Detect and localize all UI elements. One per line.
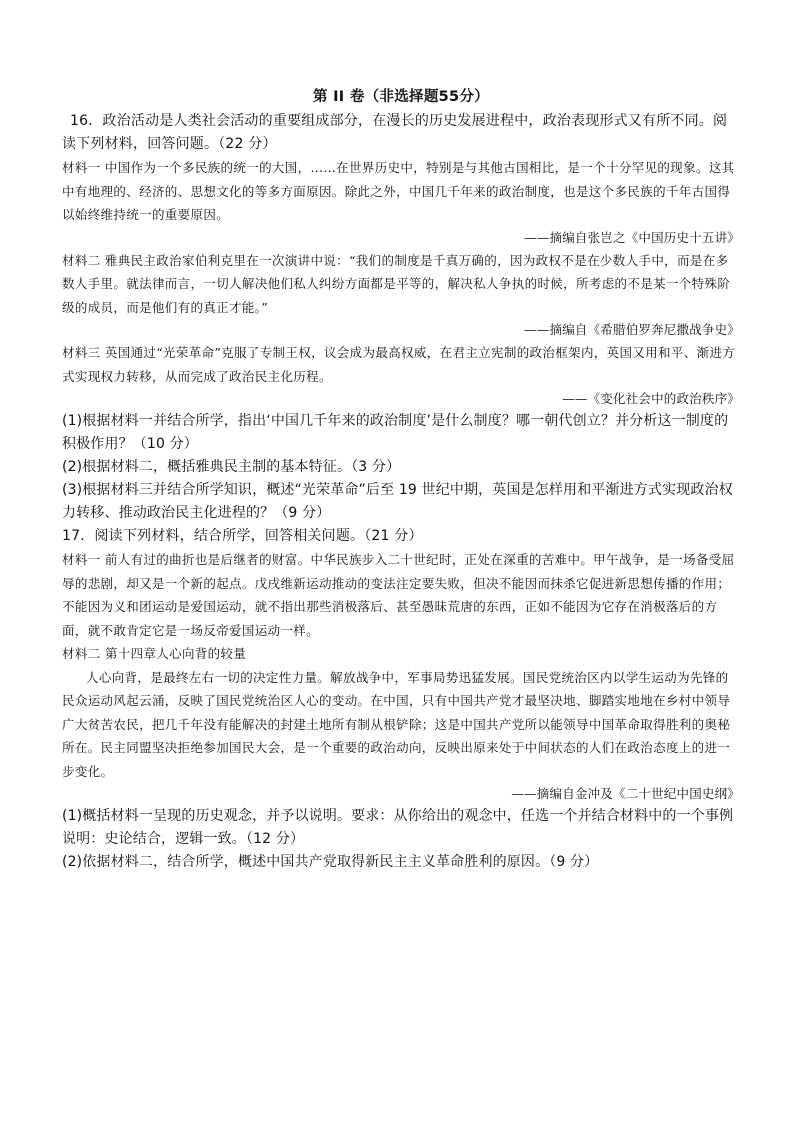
q17-material-1: 材料一 前人有过的曲折也是后继者的财富。中华民族步入二十世纪时，正处在深重的苦难中。甲午战争，是一场备受屈辱的悲剧，却又是一个新的起点。戊戌维新运动推动的变法注定要失败，但决不能因而抹杀它促进新思想传播的作用；不能因为义和团运动是爱国运动，就不指出那些消极落后、甚至愚昧荒唐的东西，正如不能因为它存在消极落后的方面，就不敢肯定它是一场反帝爱国运动一样。 [62, 552, 735, 638]
q16-material-1: 材料一 中国作为一个多民族的统一的大国，……在世界历史中，特别是与其他古国相比，是一个十分罕见的现象。这其中有地理的、经济的、思想文化的等多方面原因。除此之外，中国几千年来的政治制度，也是这个多民族的千年古国得以始终维持统一的重要原因。 [62, 160, 735, 222]
q16-source-3: ——《变化社会中的政治秩序》 [562, 391, 740, 406]
q16-subquestion-2: (2)根据材料二，概括雅典民主制的基本特征。（3 分） [62, 459, 401, 475]
section-title: 第 II 卷（非选择题55分） [312, 89, 490, 105]
q16-material-3: 材料三 英国通过“光荣革命”克服了专制王权，议会成为最高权威，在君主立宪制的政治框架内，英国又用和平、渐进方式实现权力转移，从而完成了政治民主化历程。 [62, 345, 736, 384]
q16-source-2: ——摘编自《希腊伯罗奔尼撒战争史》 [524, 322, 740, 337]
q16-source-1: ——摘编自张岂之《中国历史十五讲》 [524, 229, 740, 245]
q16-subquestion-1: (1)根据材料一并结合所学，指出‘中国几千年来的政治制度’是什么制度？哪一朝代创立？并分析这一制度的积极作用？（10 分） [62, 413, 729, 452]
exam-page [62, 86, 740, 874]
q17-subquestion-2: (2)依据材料二，结合所学，概述中国共产党取得新民主主义革命胜利的原因。（9 分） [62, 854, 599, 870]
q16-subquestion-3: (3)根据材料三并结合所学知识，概述“光荣革命”后至 19 世纪中期，英国是怎样用和平渐进方式实现政治权力转移、推动政治民主化进程的？（9 分） [62, 482, 733, 521]
question-17-stem: 17．阅读下列材料，结合所学，回答相关问题。（21 分） [62, 528, 423, 544]
q17-material-2: 人心向背，是最终左右一切的决定性力量。解放战争中，军事局势迅猛发展。国民党统治区内以学生运动为先锋的民众运动风起云涌，反映了国民党统治区人心的变动。在中国，只有中国共产党才最坚决地、脚踏实地地在乡村中领导广大贫苦农民，把几千年没有能解决的封建土地所有制从根铲除；这是中国共产党所以能领导中国革命取得胜利的奥秘所在。民主同盟坚决拒绝参加国民大会，是一个重要的政治动向，反映出原来处于中间状态的人们在政治态度上的进一步变化。 [62, 669, 731, 779]
q16-material-2: 材料二 雅典民主政治家伯利克里在一次演讲中说：“我们的制度是千真万确的，因为政权不是在少数人手中，而是在多数人手里。就法律而言，一切人解决他们私人纠纷方面都是平等的，解决私人争执的时候，所考虑的不是某一个特殊阶级的成员，而是他们有的真正才能。” [62, 252, 731, 315]
q17-material-2-title: 材料二 第十四章人心向背的较量 [62, 646, 247, 661]
question-16-stem: 16．政治活动是人类社会活动的重要组成部分，在漫长的历史发展进程中，政治表现形式又有所不同。阅读下列材料，回答问题。（22 分） [62, 113, 728, 152]
q17-subquestion-1: (1)概括材料一呈现的历史观念，并予以说明。要求：从你给出的观念中，任选一个并结合材料中的一个事例说明：史论结合，逻辑一致。（12 分） [62, 808, 734, 847]
q17-source-2: ——摘编自金冲及《二十世纪中国史纲》 [511, 786, 740, 801]
